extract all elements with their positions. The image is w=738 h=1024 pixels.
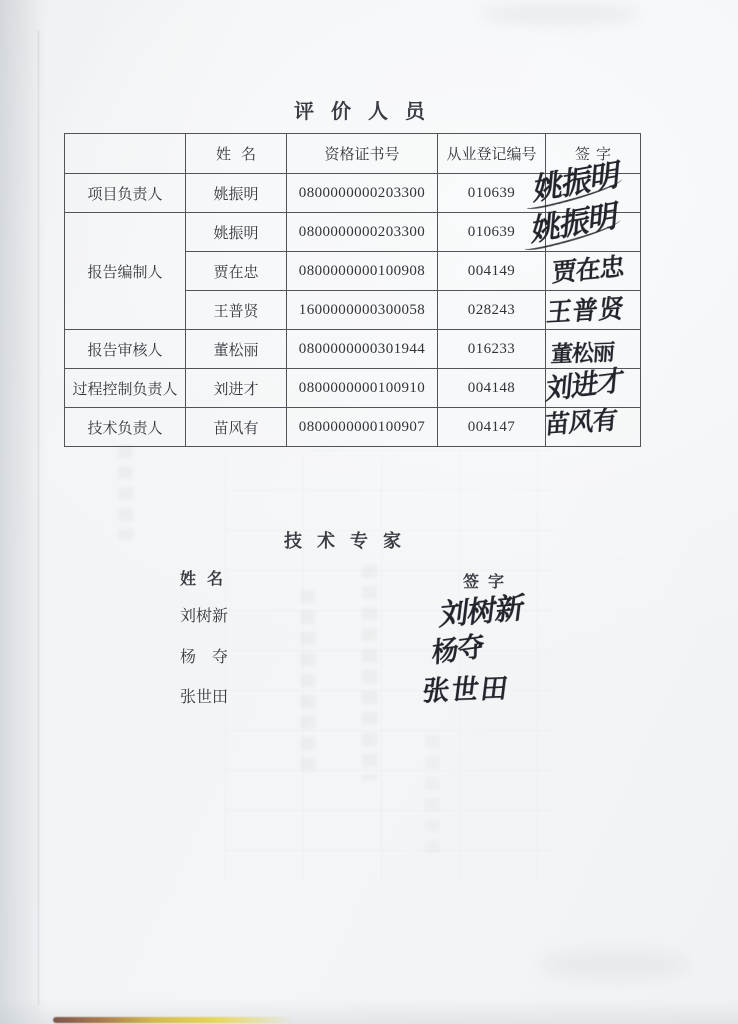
certificate-cell: 0800000000203300 [287,213,438,252]
registration-cell: 010639 [438,213,546,252]
col-header-registration-no: 从业登记编号 [438,134,546,174]
registration-cell: 028243 [438,291,546,330]
name-cell: 贾在忠 [186,252,287,291]
certificate-cell: 0800000000100908 [287,252,438,291]
experts-section-title: 技术专家 [284,531,416,551]
col-header-name: 姓名 [186,134,287,174]
signature-handwriting: 姚振明 [532,149,622,209]
registration-cell: 004149 [438,252,546,291]
signature-handwriting: 贾在忠 [551,253,625,288]
reverse-page-bleedthrough-text [425,735,440,855]
role-cell: 过程控制负责人 [65,369,186,408]
name-cell: 王普贤 [186,291,287,330]
scan-crease-line [38,30,39,1005]
paper-left-shadow [0,0,46,1024]
registration-cell: 004148 [438,369,546,408]
certificate-cell: 0800000000100910 [287,369,438,408]
signature-handwriting: 董松丽 [550,339,615,368]
certificate-cell: 1600000000300058 [287,291,438,330]
expert-name: 刘树新 [180,608,229,625]
role-cell: 技术负责人 [65,408,186,447]
certificate-cell: 0800000000100907 [287,408,438,447]
expert-name: 杨夺 [180,649,245,666]
reverse-page-bleedthrough-text [362,565,377,780]
col-header-role [65,134,186,174]
name-cell: 刘进才 [186,369,287,408]
role-cell: 报告审核人 [65,330,186,369]
certificate-cell: 0800000000203300 [287,174,438,213]
col-header-signature: 签字 [546,134,641,174]
signature-handwriting: 张世田 [420,672,512,707]
name-cell: 苗风有 [186,408,287,447]
expert-name: 张世田 [180,689,229,706]
registration-cell: 004147 [438,408,546,447]
signature-handwriting: 王普贤 [545,295,627,328]
name-cell: 董松丽 [186,330,287,369]
scan-smudge [480,6,640,22]
reverse-page-bleedthrough-text [300,590,315,775]
signature-handwriting: 刘树新 [437,592,526,633]
underlying-page-edge-strip [53,1017,293,1023]
experts-signature-header: 签字 [463,574,514,591]
certificate-cell: 0800000000301944 [287,330,438,369]
role-cell: 报告编制人 [65,213,186,330]
signature-handwriting: 苗风有 [543,406,618,440]
reverse-page-bleedthrough-text [118,445,133,540]
role-cell: 项目负责人 [65,174,186,213]
registration-cell: 010639 [438,174,546,213]
reverse-page-bleedthrough-grid [225,450,555,880]
col-header-certificate-no: 资格证书号 [287,134,438,174]
evaluators-section-title: 评价人员 [294,101,442,123]
signature-handwriting: 杨夺 [431,630,484,669]
name-cell: 姚振明 [186,213,287,252]
scan-smudge [540,950,690,980]
experts-name-header: 姓名 [180,571,235,588]
name-cell: 姚振明 [186,174,287,213]
signature-handwriting: 刘进才 [544,365,625,406]
signature-handwriting: 姚振明 [530,190,620,250]
registration-cell: 016233 [438,330,546,369]
